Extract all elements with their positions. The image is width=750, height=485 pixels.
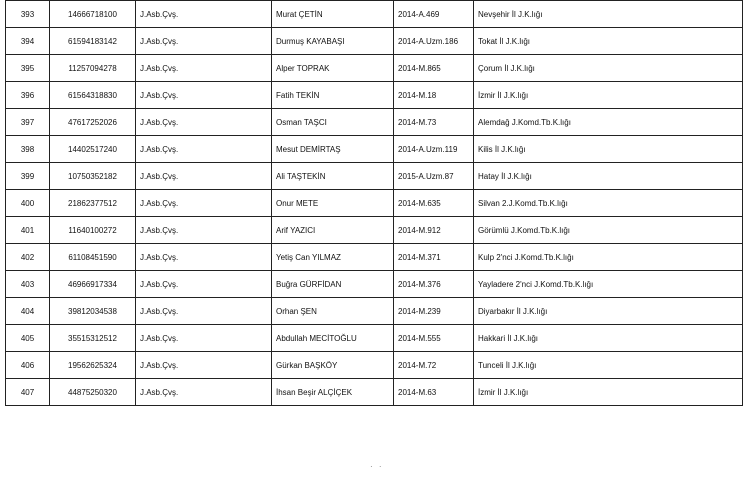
assigned-unit: Yayladere 2'nci J.Komd.Tb.K.lığı: [474, 271, 743, 298]
assigned-unit: Silvan 2.J.Komd.Tb.K.lığı: [474, 190, 743, 217]
row-number: 398: [6, 136, 50, 163]
row-number: 405: [6, 325, 50, 352]
page-footer-mark: · ·: [370, 462, 384, 471]
assigned-unit: Alemdağ J.Komd.Tb.K.lığı: [474, 109, 743, 136]
full-name: Osman TAŞCI: [272, 109, 394, 136]
id-number: 61108451590: [50, 244, 136, 271]
table-row: [6, 55, 743, 82]
rank: J.Asb.Çvş.: [136, 163, 272, 190]
registry-number: 2014-M.555: [394, 325, 474, 352]
full-name: Fatih TEKİN: [272, 82, 394, 109]
row-number: 404: [6, 298, 50, 325]
registry-number: 2014-M.865: [394, 55, 474, 82]
id-number: 61564318830: [50, 82, 136, 109]
table-row: [6, 271, 743, 298]
full-name: Buğra GÜRFİDAN: [272, 271, 394, 298]
assigned-unit: Kilis İl J.K.lığı: [474, 136, 743, 163]
assigned-unit: Çorum İl J.K.lığı: [474, 55, 743, 82]
table-row: [6, 379, 743, 406]
row-number: 394: [6, 28, 50, 55]
rank: J.Asb.Çvş.: [136, 55, 272, 82]
full-name: Ali TAŞTEKİN: [272, 163, 394, 190]
assigned-unit: Hakkari İl J.K.lığı: [474, 325, 743, 352]
registry-number: 2014-M.371: [394, 244, 474, 271]
table-row: [6, 1, 743, 28]
id-number: 11640100272: [50, 217, 136, 244]
assigned-unit: Tokat İl J.K.lığı: [474, 28, 743, 55]
id-number: 39812034538: [50, 298, 136, 325]
table-row: [6, 28, 743, 55]
id-number: 44875250320: [50, 379, 136, 406]
table-row: [6, 352, 743, 379]
registry-number: 2014-A.469: [394, 1, 474, 28]
rank: J.Asb.Çvş.: [136, 190, 272, 217]
row-number: 406: [6, 352, 50, 379]
row-number: 393: [6, 1, 50, 28]
table-row: [6, 298, 743, 325]
full-name: Abdullah MECİTOĞLU: [272, 325, 394, 352]
rank: J.Asb.Çvş.: [136, 271, 272, 298]
full-name: İhsan Beşir ALÇİÇEK: [272, 379, 394, 406]
full-name: Orhan ŞEN: [272, 298, 394, 325]
row-number: 402: [6, 244, 50, 271]
assigned-unit: İzmir İl J.K.lığı: [474, 379, 743, 406]
rank: J.Asb.Çvş.: [136, 298, 272, 325]
registry-number: 2014-M.73: [394, 109, 474, 136]
personnel-table: [5, 0, 743, 406]
registry-number: 2014-M.18: [394, 82, 474, 109]
id-number: 14402517240: [50, 136, 136, 163]
full-name: Arif YAZICI: [272, 217, 394, 244]
table-row: [6, 190, 743, 217]
table-row: [6, 109, 743, 136]
rank: J.Asb.Çvş.: [136, 217, 272, 244]
rank: J.Asb.Çvş.: [136, 325, 272, 352]
full-name: Onur METE: [272, 190, 394, 217]
assigned-unit: Hatay İl J.K.lığı: [474, 163, 743, 190]
row-number: 399: [6, 163, 50, 190]
id-number: 11257094278: [50, 55, 136, 82]
registry-number: 2014-M.239: [394, 298, 474, 325]
table-row: [6, 136, 743, 163]
rank: J.Asb.Çvş.: [136, 379, 272, 406]
table-row: [6, 244, 743, 271]
full-name: Alper TOPRAK: [272, 55, 394, 82]
rank: J.Asb.Çvş.: [136, 82, 272, 109]
assigned-unit: Görümlü J.Komd.Tb.K.lığı: [474, 217, 743, 244]
table-row: [6, 163, 743, 190]
full-name: Yetiş Can YILMAZ: [272, 244, 394, 271]
assigned-unit: Nevşehir İl J.K.lığı: [474, 1, 743, 28]
rank: J.Asb.Çvş.: [136, 244, 272, 271]
row-number: 403: [6, 271, 50, 298]
id-number: 35515312512: [50, 325, 136, 352]
id-number: 46966917334: [50, 271, 136, 298]
table-row: [6, 325, 743, 352]
full-name: Gürkan BAŞKÖY: [272, 352, 394, 379]
full-name: Murat ÇETİN: [272, 1, 394, 28]
assigned-unit: Tunceli İl J.K.lığı: [474, 352, 743, 379]
row-number: 397: [6, 109, 50, 136]
full-name: Durmuş KAYABAŞI: [272, 28, 394, 55]
row-number: 396: [6, 82, 50, 109]
registry-number: 2014-M.72: [394, 352, 474, 379]
registry-number: 2014-A.Uzm.119: [394, 136, 474, 163]
rank: J.Asb.Çvş.: [136, 109, 272, 136]
id-number: 61594183142: [50, 28, 136, 55]
id-number: 19562625324: [50, 352, 136, 379]
row-number: 395: [6, 55, 50, 82]
registry-number: 2014-M.635: [394, 190, 474, 217]
assigned-unit: İzmir İl J.K.lığı: [474, 82, 743, 109]
row-number: 400: [6, 190, 50, 217]
registry-number: 2014-M.376: [394, 271, 474, 298]
table-body: [6, 1, 743, 406]
assigned-unit: Kulp 2'nci J.Komd.Tb.K.lığı: [474, 244, 743, 271]
id-number: 14666718100: [50, 1, 136, 28]
id-number: 21862377512: [50, 190, 136, 217]
full-name: Mesut DEMİRTAŞ: [272, 136, 394, 163]
assigned-unit: Diyarbakır İl J.K.lığı: [474, 298, 743, 325]
registry-number: 2014-M.912: [394, 217, 474, 244]
row-number: 407: [6, 379, 50, 406]
rank: J.Asb.Çvş.: [136, 136, 272, 163]
row-number: 401: [6, 217, 50, 244]
table-row: [6, 82, 743, 109]
id-number: 47617252026: [50, 109, 136, 136]
rank: J.Asb.Çvş.: [136, 352, 272, 379]
registry-number: 2014-M.63: [394, 379, 474, 406]
table-row: [6, 217, 743, 244]
id-number: 10750352182: [50, 163, 136, 190]
registry-number: 2015-A.Uzm.87: [394, 163, 474, 190]
rank: J.Asb.Çvş.: [136, 1, 272, 28]
rank: J.Asb.Çvş.: [136, 28, 272, 55]
registry-number: 2014-A.Uzm.186: [394, 28, 474, 55]
